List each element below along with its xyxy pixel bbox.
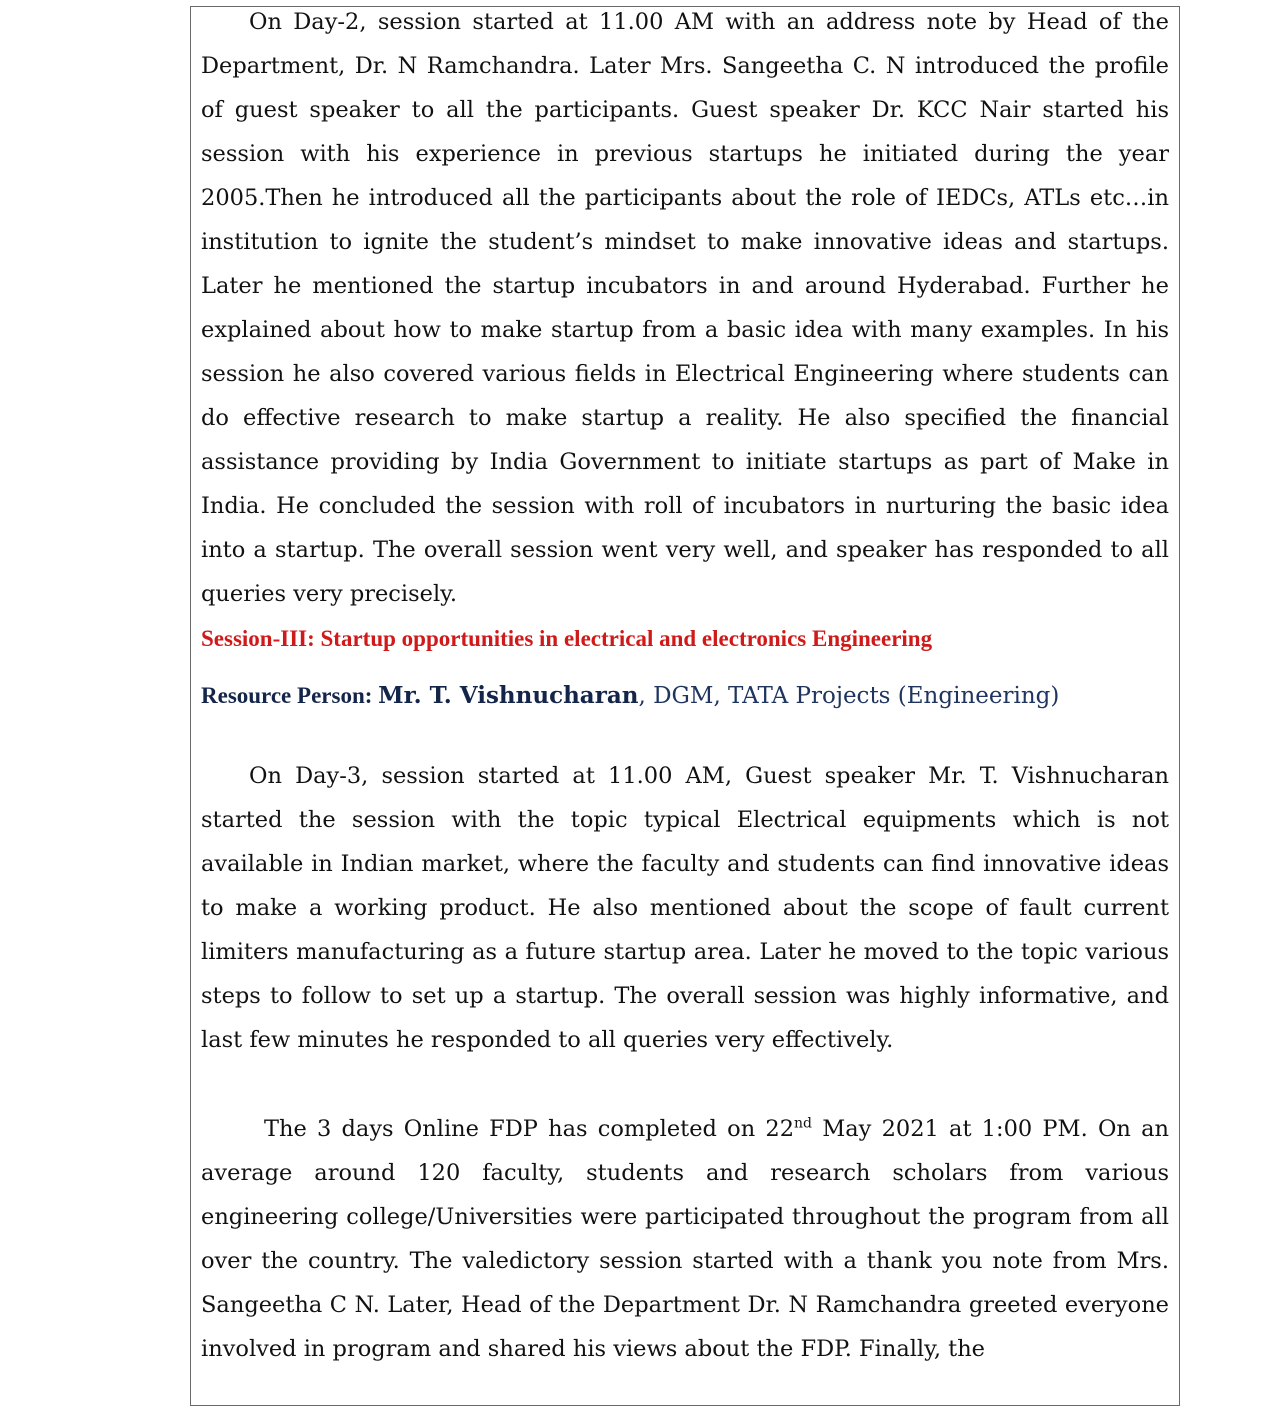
conclusion-text-part2: May 2021 at 1:00 PM. On an average around 120 faculty, students and research scholars from various engineering college/Universities were participated throughout the program from all over the country. The valedictory session started with a thank you note from Mrs. Sangeetha C N. Later, Head of the Department Dr. N Ramchandra greeted everyone involved in program and shared his views about the FDP. Finally, the	[201, 1116, 1169, 1362]
day2-paragraph: On Day-2, session started at 11.00 AM with an address note by Head of the Department, Dr. N Ramchandra. Later Mrs. Sangeetha C. N introduced the profile of guest speaker to all the participants. Guest speaker Dr. KCC Nair started his session with his experience in previous startups he initiated during the year 2005.Then he introduced all the participants about the role of IEDCs, ATLs etc…in institution to ignite the student’s mindset to make innovative ideas and startups. Later he mentioned the startup incubators in and around Hyderabad. Further he explained about how to make startup from a basic idea with many examples. In his session he also covered various fields in Electrical Engineering where students can do effective research to make startup a reality. He also specified the financial assistance providing by India Government to initiate startups as part of Make in India. He concluded the session with roll of incubators in nurturing the basic idea into a startup. The overall session went very well, and speaker has responded to all queries very precisely.	[201, 9, 1169, 607]
conclusion-text-part1: The 3 days Online FDP has completed on 22	[264, 1116, 795, 1142]
conclusion-paragraph	[201, 1107, 1169, 1371]
resource-person-label: Resource Person:	[201, 683, 379, 708]
ordinal-superscript: nd	[794, 1115, 812, 1132]
day3-paragraph: On Day-3, session started at 11.00 AM, Guest speaker Mr. T. Vishnucharan started the session with the topic typical Electrical equipments which is not available in Indian market, where the faculty and students can find innovative ideas to make a working product. He also mentioned about the scope of fault current limiters manufacturing as a future startup area. Later he moved to the topic various steps to follow to set up a startup. The overall session was highly informative, and last few minutes he responded to all queries very effectively.	[201, 763, 1169, 1053]
resource-person-line	[201, 679, 1169, 713]
document-body	[201, 0, 1169, 1371]
session-3-heading: Session-III: Startup opportunities in electrical and electronics Engineering	[201, 626, 933, 651]
resource-person-organization: , DGM, TATA Projects (Engineering)	[638, 683, 1060, 709]
resource-person-name: Mr. T. Vishnucharan	[378, 682, 639, 709]
